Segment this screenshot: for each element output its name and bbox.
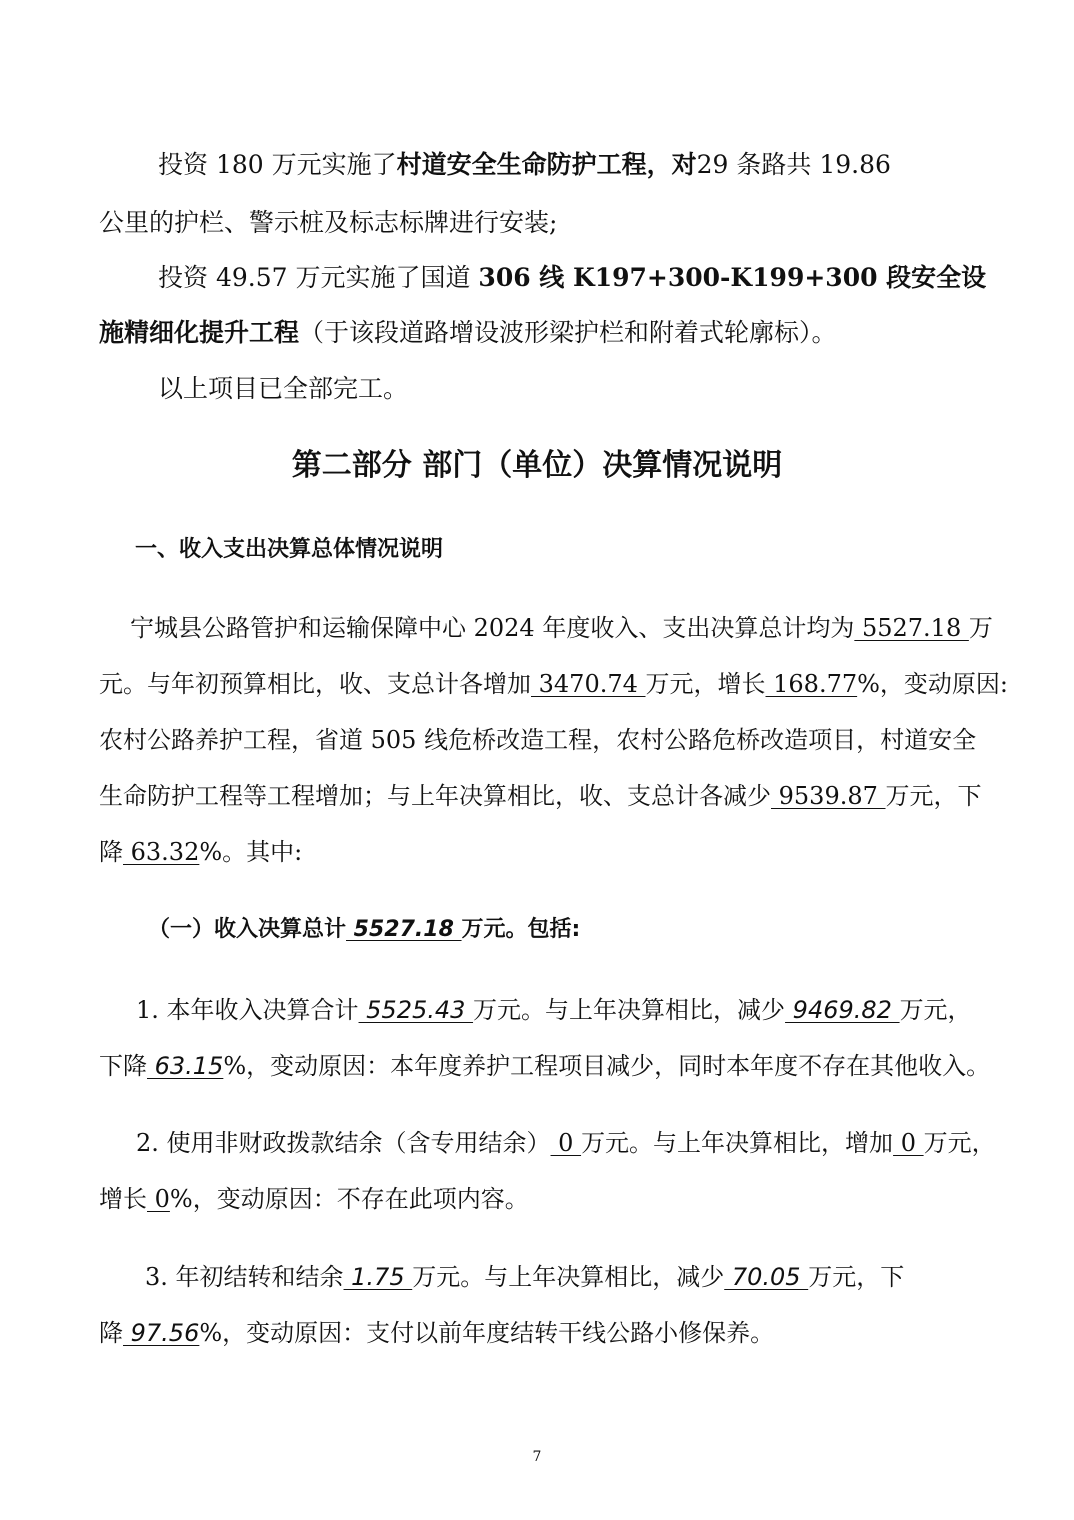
text: 2. 使用非财政拨款结余（含专用结余）	[136, 1129, 551, 1157]
intro-p3: 以上项目已全部完工。	[158, 374, 409, 403]
text: 万元，	[923, 1129, 996, 1157]
text: 降	[99, 1319, 123, 1347]
project-name: 村道安全生命防护工程，对	[396, 150, 697, 179]
text: 生命防护工程等工程增加；与上年决算相比，收、支总计各减少	[99, 782, 771, 810]
text: 万元。与上年决算相比，减少	[473, 996, 786, 1024]
text: 投资 180 万元实施了	[158, 150, 397, 179]
value: 3470.74	[531, 670, 646, 698]
text: 29 条路共 19.86	[696, 150, 891, 179]
handwritten-value: 63.15	[147, 1052, 224, 1080]
text: 万元，下	[808, 1263, 905, 1291]
text: 万元，	[899, 996, 972, 1024]
item2-line1	[136, 1128, 1074, 1158]
value: 63.32	[123, 838, 200, 866]
handwritten-value: 97.56	[123, 1319, 200, 1347]
intro-p1-line1	[158, 150, 1074, 180]
text: 万	[968, 614, 993, 642]
text: %，变动原因：本年度养护工程项目减少，同时本年度不存在其他收入。	[223, 1052, 991, 1080]
text: 万元。与上年决算相比，增加	[581, 1129, 894, 1157]
value: 5527.18	[854, 614, 969, 642]
item3-line2	[99, 1318, 1074, 1348]
text: 元。与年初预算相比，收、支总计各增加	[99, 670, 531, 698]
text: （于该段道路增设波形梁护栏和附着式轮廓标）。	[299, 318, 837, 347]
project-name: 306 线 K197+300-K199+300 段安全设	[478, 263, 987, 292]
text: %。其中:	[199, 838, 303, 866]
section1-line1	[130, 613, 1074, 643]
section1-line3: 农村公路养护工程，省道 505 线危桥改造工程，农村公路危桥改造项目，村道安全	[99, 726, 977, 754]
text: %，变动原因:	[857, 670, 1009, 698]
text: 万元。包括:	[461, 917, 581, 942]
project-name: 施精细化提升工程	[99, 318, 300, 347]
text: 万元。与上年决算相比，减少	[412, 1263, 725, 1291]
text: 宁城县公路管护和运输保障中心 2024 年度收入、支出决算总计均为	[130, 614, 855, 642]
value: 168.77	[765, 670, 858, 698]
item2-line2	[99, 1184, 1074, 1214]
value: 0	[147, 1185, 170, 1213]
section1-line2	[99, 669, 1074, 699]
text: 降	[99, 838, 123, 866]
handwritten-value: 9469.82	[785, 996, 900, 1024]
text: 投资 49.57 万元实施了国道	[158, 263, 479, 292]
text: %，变动原因：支付以前年度结转干线公路小修保养。	[199, 1319, 775, 1347]
text: 万元，下	[885, 782, 982, 810]
handwritten-value: 70.05	[724, 1263, 809, 1291]
section1-line4	[99, 781, 1074, 811]
text: 1. 本年收入决算合计	[136, 996, 359, 1024]
text: 3. 年初结转和结余	[145, 1263, 344, 1291]
item1-line2	[99, 1051, 1074, 1081]
text: （一）收入决算总计	[148, 917, 347, 942]
text: 下降	[99, 1052, 147, 1080]
text: 增长	[99, 1185, 147, 1213]
part-title: 第二部分 部门（单位）决算情况说明	[291, 448, 783, 483]
intro-p2-line1	[158, 263, 1074, 293]
section1-line5	[99, 837, 1074, 867]
item1-line1	[136, 995, 1074, 1025]
text: 万元，增长	[645, 670, 766, 698]
section-heading: 一、收入支出决算总体情况说明	[135, 537, 444, 562]
intro-p2-line2	[99, 318, 1074, 348]
handwritten-value: 5527.18	[346, 917, 462, 942]
intro-p1-line2: 公里的护栏、警示桩及标志标牌进行安装;	[99, 208, 558, 237]
value: 9539.87	[771, 782, 886, 810]
handwritten-value: 1.75	[343, 1263, 413, 1291]
item3-line1	[145, 1262, 1074, 1292]
value: 0	[893, 1129, 924, 1157]
value: 0	[550, 1129, 582, 1157]
text: %，变动原因：不存在此项内容。	[169, 1185, 529, 1213]
handwritten-value: 5525.43	[358, 996, 474, 1024]
subsection-heading	[148, 915, 580, 945]
page-number: 7	[532, 1449, 542, 1465]
